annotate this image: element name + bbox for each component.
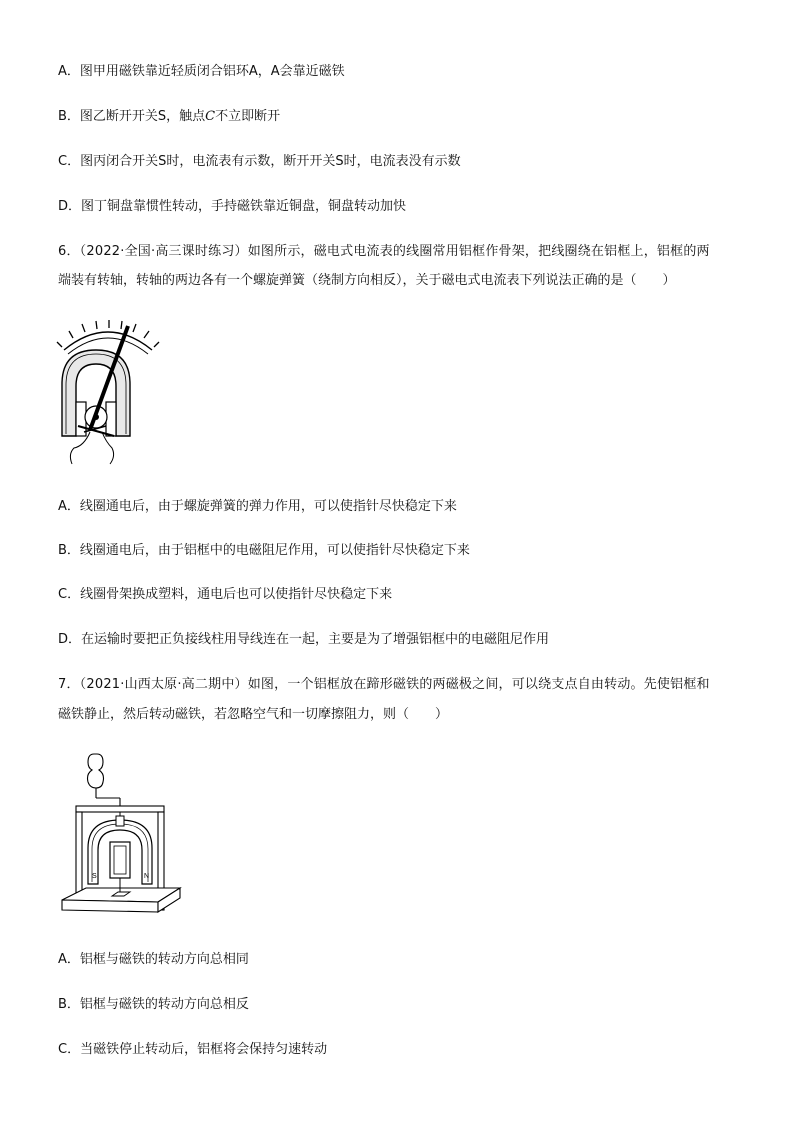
magnet-frame-figure xyxy=(58,750,182,922)
q5-option-b-suffix: 不立即断开 xyxy=(215,109,281,124)
q7-stem-line1: 7．（2021·山西太原·高二期中）如图，一个铝框放在蹄形磁铁的两磁极之间，可以绕支点自由转动。先使铝框和 xyxy=(58,677,710,692)
q7-option-c: C．当磁铁停止转动后，铝框将会保持匀速转动 xyxy=(58,1042,328,1057)
q5-option-c: C．图丙闭合开关S时，电流表有示数，断开开关S时，电流表没有示数 xyxy=(58,154,461,169)
q7-option-a: A．铝框与磁铁的转动方向总相同 xyxy=(58,952,249,967)
q5-option-b-var: C xyxy=(205,109,216,124)
q7-stem-line2: 磁铁静止，然后转动磁铁，若忽略空气和一切摩擦阻力，则（ ） xyxy=(58,707,449,722)
q6-stem-line2: 端装有转轴，转轴的两边各有一个螺旋弹簧（绕制方向相反），关于磁电式电流表下列说法正确的是（ ） xyxy=(58,273,676,288)
q6-option-a: A．线圈通电后，由于螺旋弹簧的弹力作用，可以使指针尽快稳定下来 xyxy=(58,499,457,514)
q5-option-b xyxy=(58,108,280,126)
pole-label-s: S xyxy=(92,873,97,880)
q7-option-b: B．铝框与磁铁的转动方向总相反 xyxy=(58,997,249,1012)
q5-option-d: D．图丁铜盘靠惯性转动，手持磁铁靠近铜盘，铜盘转动加快 xyxy=(58,199,407,214)
q5-option-b-prefix: B．图乙断开开关S，触点 xyxy=(58,109,206,124)
q6-option-c: C．线圈骨架换成塑料，通电后也可以使指针尽快稳定下来 xyxy=(58,587,393,602)
q6-option-d: D．在运输时要把正负接线柱用导线连在一起，主要是为了增强铝框中的电磁阻尼作用 xyxy=(58,632,550,647)
q5-option-a: A．图甲用磁铁靠近轻质闭合铝环A，A会靠近磁铁 xyxy=(58,64,345,79)
pole-label-n: N xyxy=(144,873,150,880)
ammeter-figure xyxy=(54,318,160,466)
q6-stem-line1: 6．（2022·全国·高三课时练习）如图所示，磁电式电流表的线圈常用铝框作骨架，把线圈绕在铝框上，铝框的两 xyxy=(58,244,710,259)
q6-option-b: B．线圈通电后，由于铝框中的电磁阻尼作用，可以使指针尽快稳定下来 xyxy=(58,543,470,558)
